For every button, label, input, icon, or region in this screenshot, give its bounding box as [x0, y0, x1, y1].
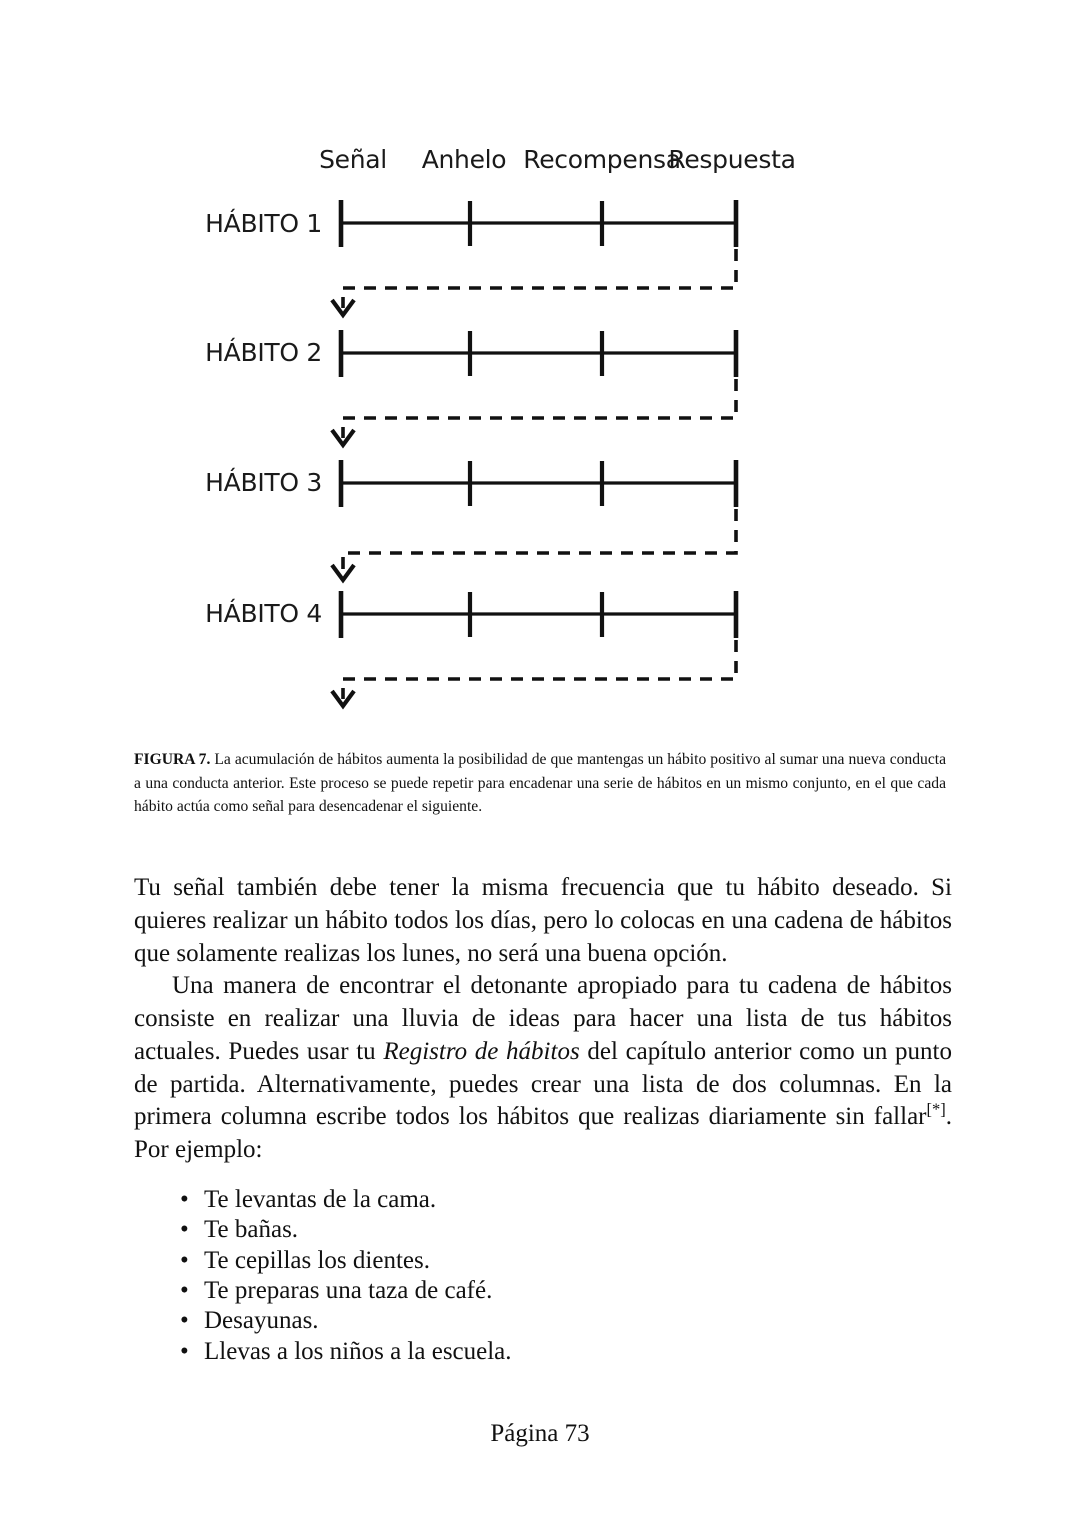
list-item-label: Te cepillas los dientes. [204, 1246, 430, 1274]
habit-tracker-italic: Registro de hábitos [383, 1037, 580, 1065]
habit-feedback-path-1 [343, 249, 736, 308]
paragraph-2 [134, 970, 952, 1167]
figure-caption-label: FIGURA 7. [134, 751, 211, 768]
list-item [134, 1337, 952, 1367]
bullet-icon: • [180, 1276, 189, 1304]
habit-stacking-svg [0, 0, 1080, 740]
habit-row-3 [205, 460, 736, 580]
list-item [134, 1306, 952, 1336]
list-item-label: Te levantas de la cama. [204, 1185, 437, 1213]
habit-row-label-3: HÁBITO 3 [205, 468, 322, 497]
habit-row-label-4: HÁBITO 4 [205, 599, 322, 628]
bullet-icon: • [180, 1246, 189, 1274]
column-header-senal: Señal [319, 145, 387, 174]
habit-row-2 [205, 330, 736, 445]
page-number: Página 73 [490, 1420, 590, 1447]
habit-feedback-path-3 [343, 509, 736, 573]
column-header-recompensa: Recompensa [523, 145, 681, 174]
habit-examples-list [134, 1185, 952, 1367]
bullet-icon: • [180, 1216, 189, 1244]
list-item [134, 1215, 952, 1245]
body-text [134, 872, 952, 1367]
list-item [134, 1276, 952, 1306]
figure-7-diagram [0, 0, 1080, 740]
figure-caption-text: La acumulación de hábitos aumenta la posibilidad de que mantengas un hábito positivo al sumar una nueva conducta a una conducta anterior. Este proceso se puede repetir para encadenar una serie de hábitos en un mismo conjunto, en el que cada hábito actúa como señal para desencadenar el siguiente. [134, 751, 946, 816]
habit-row-4 [205, 591, 736, 706]
paragraph-2-part1: Una manera de encontrar el detonante apropiado para tu cadena de hábitos consiste en realizar una lluvia de ideas para hacer una lista de tus hábitos actuales. Puedes usar tu [134, 972, 952, 1065]
habit-row-label-1: HÁBITO 1 [205, 209, 322, 238]
list-item-label: Te preparas una taza de café. [204, 1276, 493, 1304]
habit-row-1 [205, 200, 736, 315]
habit-feedback-path-2 [343, 379, 736, 438]
paragraph-2-part3: . Por ejemplo: [134, 1103, 952, 1163]
habit-feedback-path-4 [343, 640, 736, 699]
list-item-label: Te bañas. [204, 1216, 299, 1244]
list-item-label: Llevas a los niños a la escuela. [204, 1337, 512, 1365]
bullet-icon: • [180, 1307, 189, 1335]
habit-row-label-2: HÁBITO 2 [205, 338, 322, 367]
bullet-icon: • [180, 1337, 189, 1365]
column-header-anhelo: Anhelo [421, 145, 507, 174]
paragraph-2-part2: del capítulo anterior como un punto de partida. Alternativamente, puedes crear una lista de dos columnas. En la primera columna escribe todos los hábitos que realizas diariamente sin fallar [134, 1037, 952, 1131]
list-item [134, 1246, 952, 1276]
column-header-respuesta: Respuesta [668, 145, 796, 174]
figure-caption [134, 748, 946, 819]
footnote-marker[interactable]: [*] [926, 1099, 946, 1119]
list-item [134, 1185, 952, 1215]
page-footer [0, 1420, 1080, 1448]
bullet-icon: • [180, 1185, 189, 1213]
paragraph-1: Tu señal también debe tener la misma frecuencia que tu hábito deseado. Si quieres realizar un hábito todos los días, pero lo colocas en una cadena de hábitos que solamente realizas los lunes, no será una buena opción. [134, 874, 952, 967]
list-item-label: Desayunas. [204, 1307, 319, 1335]
